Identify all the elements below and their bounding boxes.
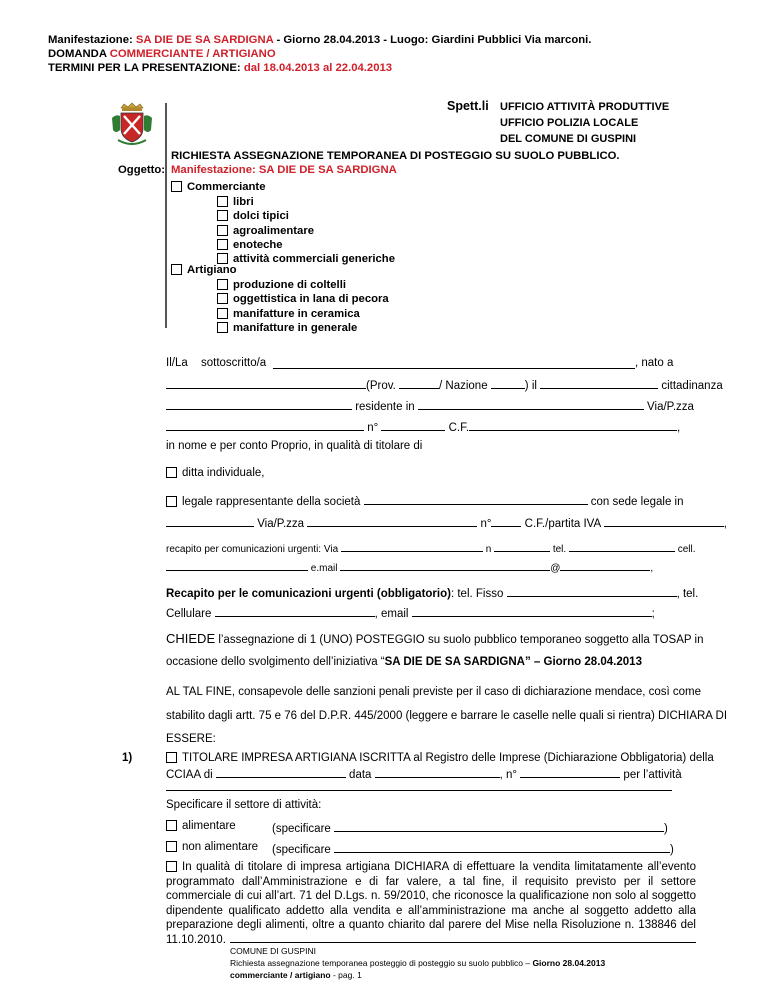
piva-field[interactable] [604,515,724,527]
checkbox[interactable] [217,196,228,207]
nato-label: , nato a [635,357,674,369]
activity-field[interactable] [166,779,672,791]
footer-line-2: Richiesta assegnazione temporanea posteggio di posteggio su suolo pubblico – Giorno 28.04.2013 [230,958,606,968]
item-number: 1) [122,752,133,764]
street-field[interactable] [166,419,364,431]
nome-conto-text: in nome e per conto Proprio, in qualità di titolare di [166,440,423,452]
settore-label: Specificare il settore di attività: [166,799,322,811]
email-user-field[interactable] [340,561,550,571]
item1-paragraph: In qualità di titolare di impresa artigiana DICHIARA di effettuare la vendita limitatamente all’evento programmato dall’Amministrazione e di far valere, a tal fine, il requisito previsto per il settore commerciale di cui all’art. 71 del D.Lgs. n. 59/2010, che riconosce la qualificazione non solo al soggetto dipendente qualificato addetto alla vendita e all’amministrazione ma anche al soggetto addetto alla preparazione degli alimenti, oltre a quanto chiarito dal parere del Mise nella Risoluzione n. 138846 del 11.10.2010. [166,861,696,946]
prov-field[interactable] [399,377,439,389]
checkbox[interactable] [217,279,228,290]
option-enoteche[interactable]: enoteche [217,238,395,252]
alimentare-spec-field[interactable] [334,820,664,832]
checkbox[interactable] [166,861,177,872]
address-line: n° C.F. , [166,419,680,434]
declare-line-2: stabilito dagli artt. 75 e 76 del D.P.R. 445/2000 (leggere e barrare le caselle nelle quali si rientra) DICHIARA DI [166,710,728,722]
checkbox[interactable] [217,308,228,319]
non-alimentare-spec-field[interactable] [334,841,670,853]
checkbox[interactable] [217,293,228,304]
option-legale[interactable]: legale rappresentante della società con sede legale in [166,493,683,508]
cciaa-date-field[interactable] [375,766,500,778]
header-line-2: DOMANDA COMMERCIANTE / ARTIGIANO [48,48,276,60]
option-artigiano[interactable]: Artigiano [171,264,237,276]
addressee-line: UFFICIO ATTIVITÀ PRODUTTIVE [500,101,670,113]
event-name: SA DIE DE SA SARDIGNA [135,34,274,46]
residence-line: residente in Via/P.zza [166,398,694,413]
option-lana[interactable]: oggettistica in lana di pecora [217,292,389,306]
footer-line-3: commerciante / artigiano - pag. 1 [230,970,362,980]
item1-line-2: CCIAA di data , n° per l’attività [166,766,682,781]
municipal-crest-icon [108,100,156,148]
mobile-email-line: Cellulare , email ; [166,605,655,620]
company-city-field[interactable] [166,515,254,527]
addressee-block [500,99,669,147]
artigiano-items [217,278,389,335]
option-libri[interactable]: libri [217,195,395,209]
checkbox[interactable] [217,210,228,221]
recapito-number-field[interactable] [494,542,550,552]
checkbox[interactable] [171,264,182,275]
option-commerciante[interactable]: Commerciante [171,181,265,193]
declare-line-1: AL TAL FINE, consapevole delle sanzioni penali previste per il caso di dichiarazione mendace, così come [166,686,702,698]
addressee-label: Spett.li [447,99,489,113]
header-line-1: Manifestazione: SA DIE DE SA SARDIGNA - Giorno 28.04.2013 - Luogo: Giardini Pubblici Via marconi. [48,34,592,46]
recapito-line: recapito per comunicazioni urgenti: Via n tel. cell. [166,544,696,555]
company-address-line: Via/P.zza n° C.F./partita IVA , [166,515,727,530]
recapito-street-field[interactable] [341,542,483,552]
company-field[interactable] [364,493,588,505]
name-field[interactable] [273,357,635,369]
number-field[interactable] [381,419,445,431]
declare-line-3: ESSERE: [166,733,216,745]
option-manifatture-generale[interactable]: manifatture in generale [217,321,389,335]
checkbox[interactable] [217,322,228,333]
addressee-line: DEL COMUNE DI GUSPINI [500,133,637,145]
nazione-field[interactable] [491,377,525,389]
checkbox[interactable] [166,820,177,831]
company-number-field[interactable] [491,515,521,527]
option-ditta[interactable]: ditta individuale, [166,467,264,479]
checkbox[interactable] [166,467,177,478]
email-field[interactable] [412,605,652,617]
cciaa-field[interactable] [216,766,346,778]
checkbox[interactable] [166,496,177,507]
option-ceramica[interactable]: manifatture in ceramica [217,307,389,321]
option-non-alimentare[interactable]: non alimentare [166,841,258,853]
landline-field[interactable] [507,585,677,597]
subject-title: RICHIESTA ASSEGNAZIONE TEMPORANEA DI POSTEGGIO SU SUOLO PUBBLICO. [171,150,620,162]
addressee-line: UFFICIO POLIZIA LOCALE [500,117,639,129]
option-dolci-tipici[interactable]: dolci tipici [217,209,395,223]
ila-label: Il/La [166,357,188,369]
birthplace-field[interactable] [166,377,366,389]
cf-field[interactable] [469,419,677,431]
option-attivita-generiche[interactable]: attività commerciali generiche [217,252,395,266]
checkbox[interactable] [166,841,177,852]
alimentare-spec: (specificare ) [272,820,668,835]
email-domain-field[interactable] [560,561,650,571]
company-street-field[interactable] [307,515,477,527]
email-line: e.mail @ , [166,561,653,574]
option-agroalimentare[interactable]: agroalimentare [217,224,395,238]
header-line-3: TERMINI PER LA PRESENTAZIONE: dal 18.04.2013 al 22.04.2013 [48,62,393,74]
urgent-contact-line: Recapito per le comunicazioni urgenti (obbligatorio): tel. Fisso , tel. [166,585,698,600]
residence-field[interactable] [418,398,644,410]
section-divider [165,103,167,328]
chiede-line-1: CHIEDE l’assegnazione di 1 (UNO) POSTEGGIO su suolo pubblico temporaneo soggetto alla TOSAP in [166,631,704,646]
option-coltelli[interactable]: produzione di coltelli [217,278,389,292]
checkbox[interactable] [217,239,228,250]
checkbox[interactable] [171,181,182,192]
subject-label: Oggetto: [118,164,166,176]
birthdate-field[interactable] [540,377,658,389]
item1-line-1: TITOLARE IMPRESA ARTIGIANA ISCRITTA al Registro delle Imprese (Dichiarazione Obbligatoria) della [166,752,714,764]
cciaa-number-field[interactable] [520,766,620,778]
recapito-tel-field[interactable] [569,542,675,552]
checkbox[interactable] [217,225,228,236]
mobile-field[interactable] [215,605,375,617]
checkbox[interactable] [217,253,228,264]
footer-line-1: COMUNE DI GUSPINI [230,946,316,956]
citizenship-field[interactable] [166,398,352,410]
sottoscritto-label: sottoscritto/a [201,357,267,369]
chiede-line-2: occasione dello svolgimento dell’iniziativa “SA DIE DE SA SARDIGNA” – Giorno 28.04.2013 [166,656,642,668]
non-alimentare-spec: (specificare ) [272,841,674,856]
subject-event: Manifestazione: SA DIE DE SA SARDIGNA [171,164,397,176]
option-alimentare[interactable]: alimentare [166,820,236,832]
birth-line: (Prov. / Nazione ) il cittadinanza [166,377,723,392]
cell-field[interactable] [166,561,308,571]
checkbox[interactable] [166,752,177,763]
footer-divider [230,942,696,943]
commerciante-items [217,195,395,266]
